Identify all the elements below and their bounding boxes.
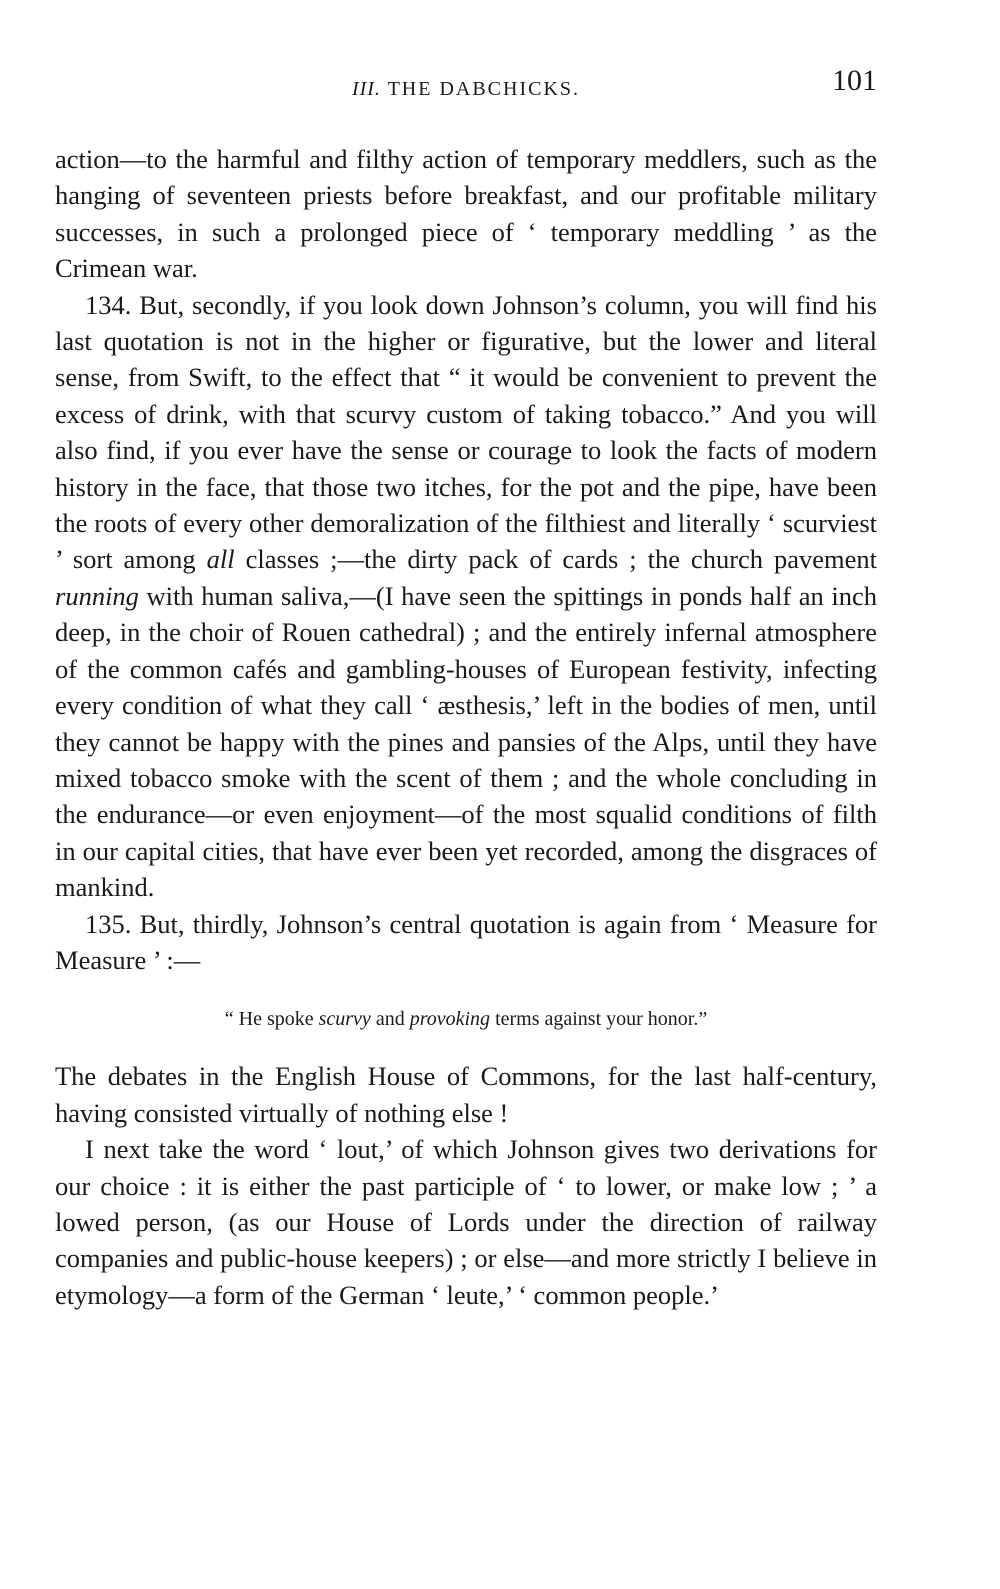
section-title: THE DABCHICKS. bbox=[387, 78, 581, 100]
paragraph-135: 135. But, thirdly, Johnson’s central quotation is again from ‘ Measure for Measure ’ :— bbox=[55, 908, 877, 975]
paragraph-lout: I next take the word ‘ lout,’ of which Johnson gives two derivations for our choice : it is either the past participle of ‘ to lower, or make low ; ’ a lowed person, (as our House of Lords under the direction of railway companies and public-house keepers) ; or else—and more strictly I believe in etymology—a form of the German ‘ leute,’ ‘ common people.’ bbox=[55, 1134, 877, 1310]
block-quote bbox=[55, 1004, 877, 1034]
section-numeral: III. bbox=[351, 78, 381, 100]
emphasis-running: running bbox=[55, 580, 139, 611]
paragraph-debates: The debates in the English House of Commons, for the last half-century, having consisted virtually of nothing else ! bbox=[55, 1061, 877, 1128]
quote-text-b: and bbox=[370, 1008, 410, 1031]
paragraph-134 bbox=[55, 287, 877, 906]
paragraph-continuation: action—to the harmful and filthy action of temporary meddlers, such as the hanging of seventeen priests before breakfast, and our profitable military successes, in such a prolonged piece of ‘ temporary meddling ’ as the Crimean war. bbox=[55, 144, 877, 284]
page-number: 101 bbox=[832, 64, 877, 97]
running-head bbox=[55, 64, 877, 104]
emphasis-all: all bbox=[206, 544, 235, 575]
emphasis-scurvy: scurvy bbox=[318, 1008, 371, 1031]
chapter-title bbox=[55, 78, 877, 101]
emphasis-provoking: provoking bbox=[409, 1008, 491, 1031]
paragraph-134-text-b: classes ;—the dirty pack of cards ; the church pavement bbox=[234, 544, 878, 575]
quote-text-c: terms against your honor.” bbox=[490, 1008, 708, 1031]
paragraph-134-text-c: with human saliva,—(I have seen the spittings in ponds half an inch deep, in the choir of Rouen cathedral) ; and the entirely infernal atmosphere of the common cafés and gambling-houses of European festivity, infecting every condition of what they call ‘ æsthesis,’ left in the bodies of men, until they cannot be happy with the pines and pansies of the Alps, until they have mixed tobacco smoke with the scent of them ; and the whole concluding in the endurance—or even enjoyment—of the most squalid conditions of filth in our capital cities, that have ever been yet recorded, among the disgraces of mankind. bbox=[55, 580, 877, 903]
quote-text-a: “ He spoke bbox=[224, 1008, 319, 1031]
paragraph-134-text-a: 134. But, secondly, if you look down Johnson’s column, you will find his last quotation is not in the higher or figurative, but the lower and literal sense, from Swift, to the effect that “ it would be convenient to prevent the excess of drink, with that scurvy custom of taking tobacco.” And you will also find, if you ever have the sense or courage to look the facts of modern history in the face, that those two itches, for the pot and the pipe, have been the roots of every other demoralization of the filthiest and literally ‘ scurviest ’ sort among bbox=[55, 289, 877, 575]
body-text bbox=[55, 141, 877, 1313]
